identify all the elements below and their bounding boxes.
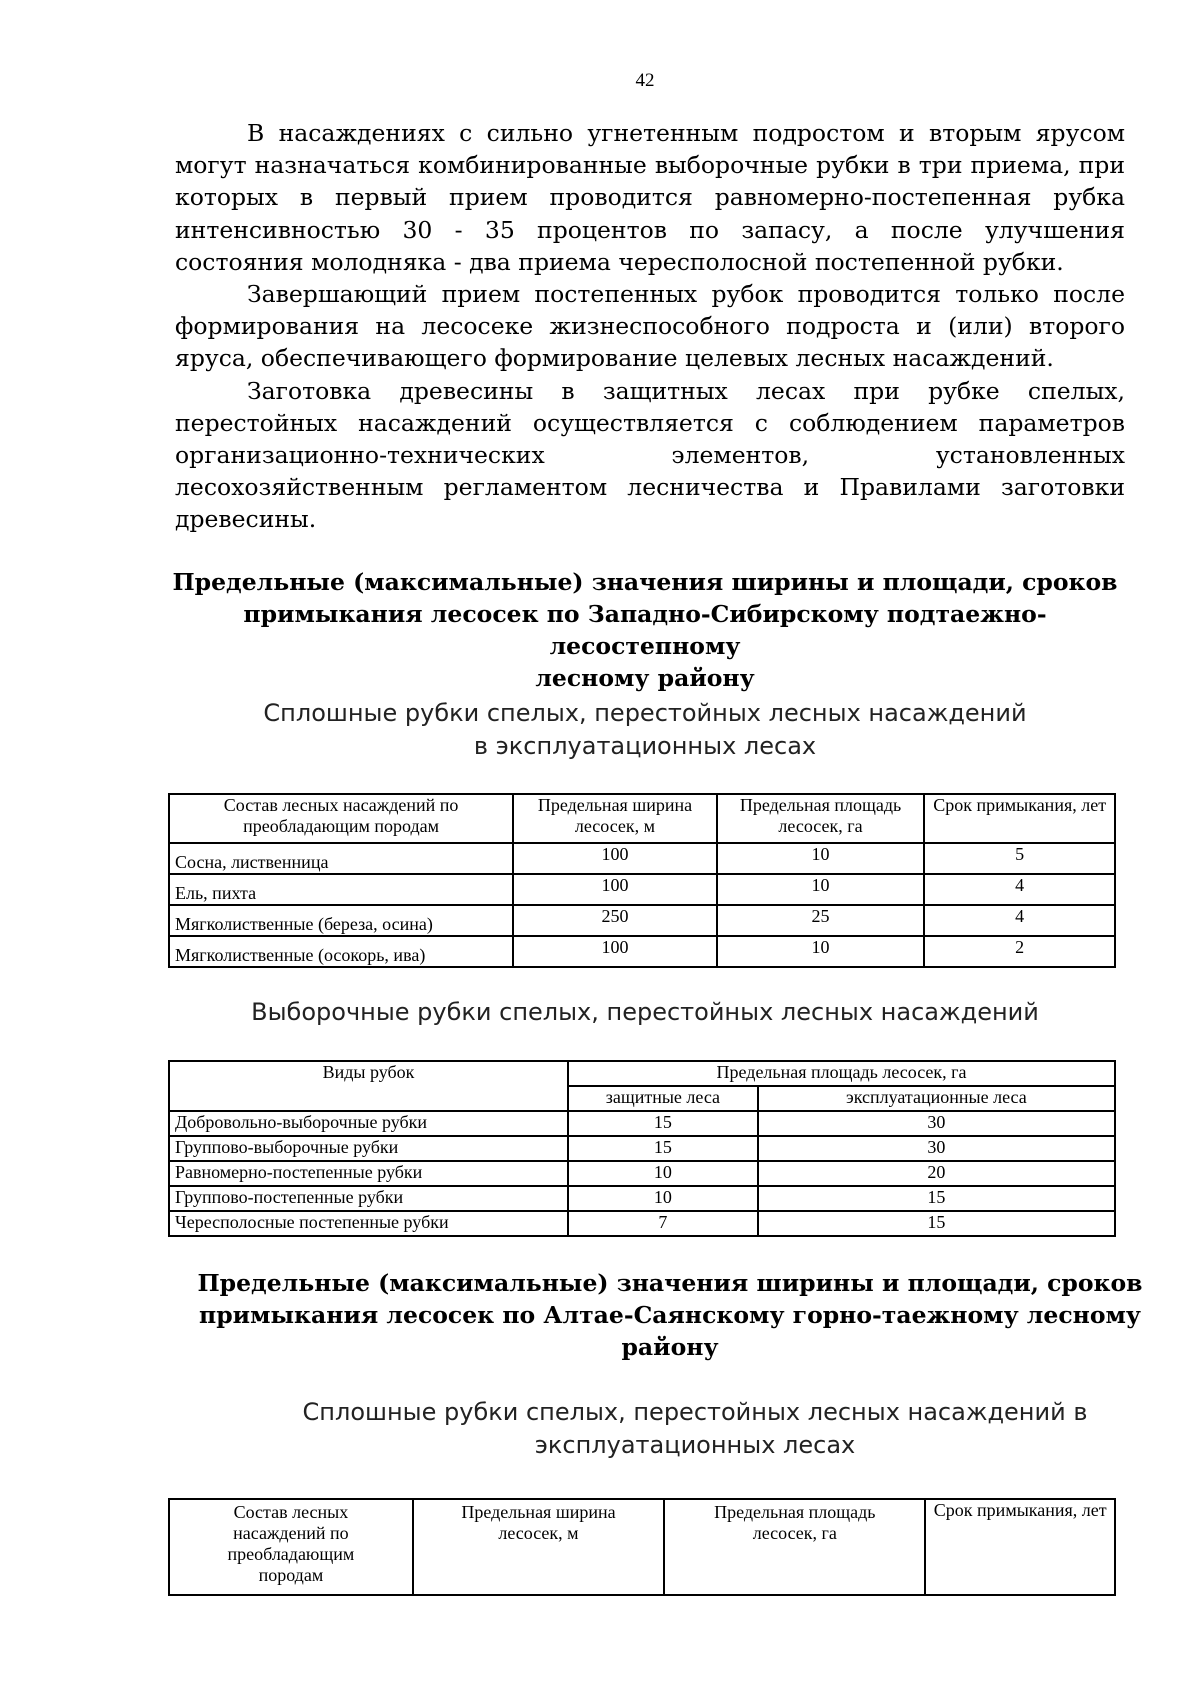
cell: Чересполосные постепенные рубки [169,1211,568,1236]
cell: 100 [513,843,717,874]
table-row [169,1161,1115,1186]
cell: Мягколиственные (береза, осина) [169,905,513,936]
table-clearcut-altai-sayan [168,1498,1116,1596]
caption-line: Сплошные рубки спелых, перестойных лесных насаждений [263,699,1027,727]
column-header: Срок примыкания, лет [925,1499,1115,1595]
column-header: защитные леса [568,1086,758,1111]
column-header: Предельная площадь лесосек, га [717,794,925,843]
cell: 30 [758,1136,1115,1161]
column-header: Состав лесных насаждений по преобладающим породам [169,794,513,843]
cell: 4 [924,874,1115,905]
table-row [169,843,1115,874]
cell: 100 [513,874,717,905]
cell: 4 [924,905,1115,936]
caption-line: эксплуатационных лесах [534,1431,856,1459]
cell: Сосна, лиственница [169,843,513,874]
cell: 15 [758,1211,1115,1236]
cell: Добровольно-выборочные рубки [169,1111,568,1136]
caption-line: в эксплуатационных лесах [473,732,817,760]
cell: 10 [717,874,925,905]
cell: 5 [924,843,1115,874]
paragraph: В насаждениях с сильно угнетенным подростом и вторым ярусом могут назначаться комбинированные выборочные рубки в три приема, при которых в первый прием проводится равномерно-постепенная рубка интенсивностью 30 - 35 процентов по запасу, а после улучшения состояния молодняка - два приема чересполосной постепенной рубки. [175,119,1125,276]
table-row [169,1186,1115,1211]
cell: 15 [568,1136,758,1161]
heading-line: лесному району [535,664,755,692]
column-header: Предельная площадь лесосек, га [664,1499,925,1595]
caption-line: Сплошные рубки спелых, перестойных лесных насаждений в [302,1398,1088,1426]
section-heading [170,1267,1170,1363]
table-caption [150,996,1140,1029]
column-header: Состав лесных насаждений по преобладающим породам [169,1499,413,1595]
body-text [175,117,1125,536]
caption-line: Выборочные рубки спелых, перестойных лесных насаждений [251,998,1039,1026]
section-heading [150,566,1140,694]
table-header-row [169,1061,1115,1086]
column-header: Срок примыкания, лет [924,794,1115,843]
column-header: Предельная ширина лесосек, м [413,1499,664,1595]
table-header-row [169,1499,1115,1595]
cell: 25 [717,905,925,936]
column-group-header: Предельная площадь лесосек, га [568,1061,1115,1086]
heading-line: району [621,1333,719,1361]
cell: 100 [513,936,717,967]
cell: Равномерно-постепенные рубки [169,1161,568,1186]
column-header: Виды рубок [169,1061,568,1111]
cell: 10 [568,1161,758,1186]
table-row [169,874,1115,905]
cell: Ель, пихта [169,874,513,905]
table-row [169,1136,1115,1161]
cell: 10 [717,843,925,874]
table-selective-west-siberian [168,1060,1116,1237]
table-row [169,936,1115,967]
cell: 15 [758,1186,1115,1211]
cell: 15 [568,1111,758,1136]
column-header: эксплуатационные леса [758,1086,1115,1111]
cell: Группово-постепенные рубки [169,1186,568,1211]
heading-line: примыкания лесосек по Алтае-Саянскому горно-таежному лесному [199,1301,1141,1329]
heading-line: примыкания лесосек по Западно-Сибирскому подтаежно-лесостепному [243,600,1047,660]
cell: 250 [513,905,717,936]
heading-line: Предельные (максимальные) значения ширины и площади, сроков [172,568,1118,596]
cell: Мягколиственные (осокорь, ива) [169,936,513,967]
table-row [169,905,1115,936]
cell: 2 [924,936,1115,967]
page-number: 42 [635,70,655,91]
column-header: Предельная ширина лесосек, м [513,794,717,843]
cell: 10 [717,936,925,967]
cell: 30 [758,1111,1115,1136]
paragraph: Завершающий прием постепенных рубок проводится только после формирования на лесосеке жизнеспособного подроста и (или) второго яруса, обеспечивающего формирование целевых лесных насаждений. [175,280,1125,373]
table-caption [170,1396,1200,1462]
heading-line: Предельные (максимальные) значения ширины и площади, сроков [197,1269,1143,1297]
table-clearcut-west-siberian [168,793,1116,968]
table-caption [150,697,1140,763]
table-row [169,1111,1115,1136]
cell: 7 [568,1211,758,1236]
table-row [169,1211,1115,1236]
cell: 10 [568,1186,758,1211]
paragraph: Заготовка древесины в защитных лесах при рубке спелых, перестойных насаждений осуществляется с соблюдением параметров организационно-технических элементов, установленных лесохозяйственным регламентом лесничества и Правилами заготовки древесины. [175,376,1125,534]
cell: 20 [758,1161,1115,1186]
cell: Группово-выборочные рубки [169,1136,568,1161]
table-header-row [169,794,1115,843]
